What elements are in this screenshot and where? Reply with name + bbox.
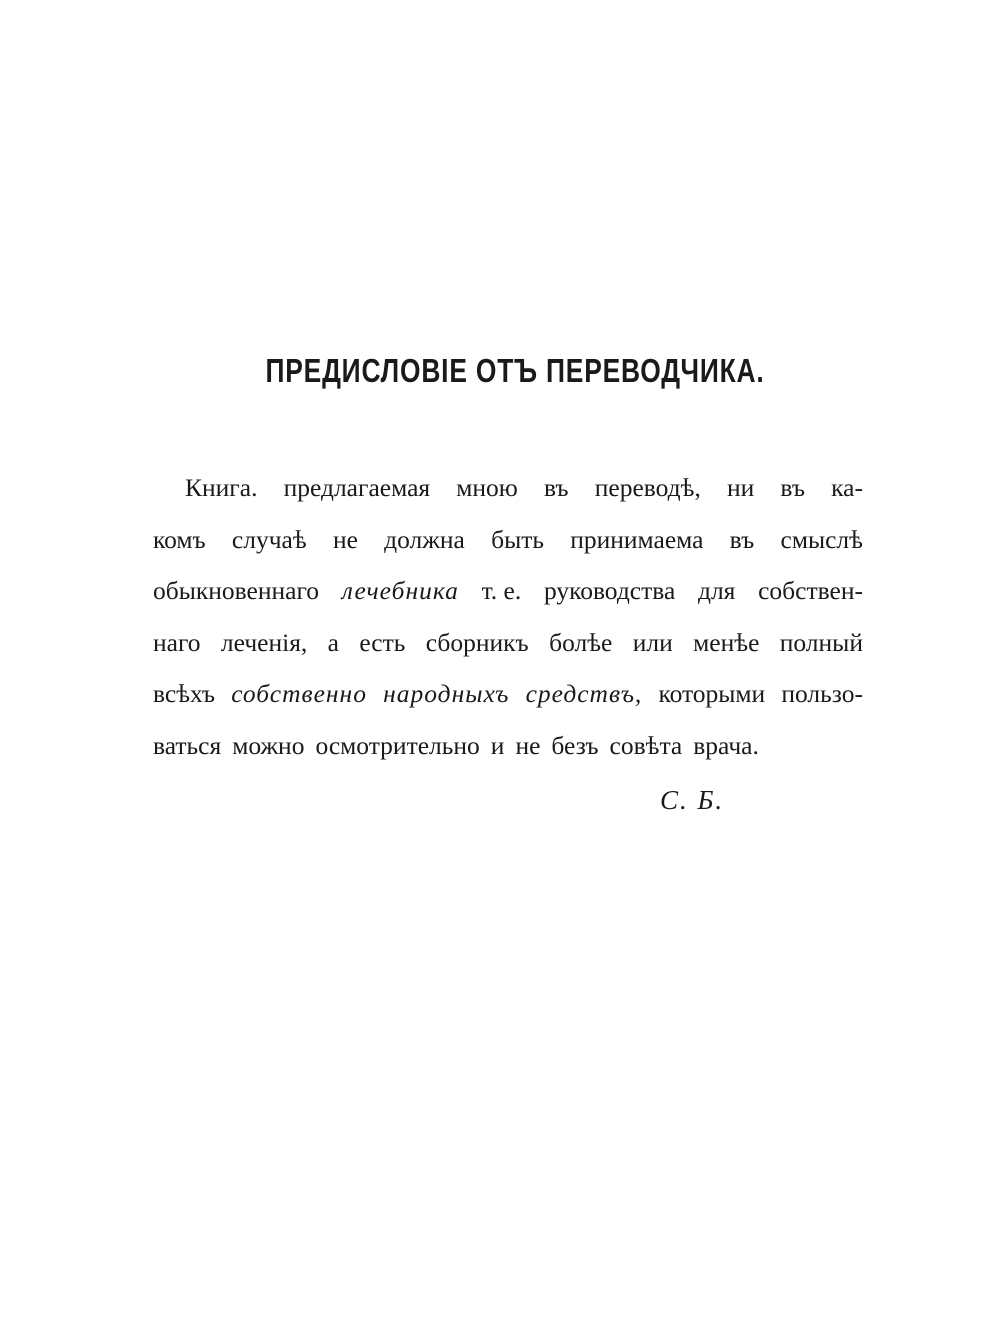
word: для	[697, 576, 736, 606]
word: руководства	[543, 576, 676, 606]
word: переводѣ,	[594, 473, 701, 502]
word: пользо-	[781, 679, 863, 709]
word: въ	[780, 473, 806, 502]
word: болѣе	[549, 627, 613, 657]
word: Книга.	[185, 473, 258, 502]
word: ка-	[831, 473, 863, 502]
text-line-3	[153, 565, 863, 617]
word: можно	[232, 730, 305, 760]
word: предлагаемая	[283, 473, 431, 502]
word: въ	[544, 473, 569, 502]
word: леченія,	[220, 627, 308, 657]
word: быть	[491, 524, 544, 554]
text-line-5	[153, 668, 863, 720]
text-line-4	[153, 617, 863, 669]
text-line-2	[153, 514, 863, 566]
emphasized-word: народныхъ	[383, 679, 510, 709]
emphasized-word: средствъ,	[525, 679, 643, 709]
word: наго	[153, 627, 201, 657]
word: мною	[456, 473, 518, 502]
word: принимаема	[570, 524, 704, 554]
text-line-1	[153, 462, 863, 514]
word: совѣта	[609, 730, 683, 760]
word: полный	[779, 627, 863, 657]
translator-signature: С. Б.	[660, 785, 725, 815]
emphasized-word: собственно	[231, 679, 367, 709]
word: менѣе	[693, 627, 760, 657]
word: комъ	[153, 524, 206, 554]
word: въ	[729, 524, 755, 554]
text-line-6	[153, 720, 863, 772]
word: всѣхъ	[153, 679, 216, 709]
word: есть	[359, 627, 406, 657]
word: врача.	[693, 730, 759, 760]
word: и	[490, 730, 505, 760]
word: ваться	[153, 730, 222, 760]
preface-paragraph	[153, 462, 863, 772]
word: которыми	[658, 679, 766, 709]
word: не	[515, 730, 541, 760]
word: сборникъ	[425, 627, 529, 657]
word: ни	[726, 473, 755, 502]
emphasized-word: лечебника	[341, 576, 459, 606]
word: т. е.	[481, 576, 522, 606]
word: безъ	[551, 730, 599, 760]
word: случаѣ	[231, 524, 307, 554]
word: не	[332, 524, 358, 554]
word: или	[632, 627, 673, 657]
word: осмотрительно	[315, 730, 480, 760]
word: должна	[384, 524, 465, 554]
word: обыкновеннаго	[153, 576, 320, 606]
word: смыслѣ	[780, 524, 863, 554]
word: собствен-	[758, 576, 863, 606]
word: а	[327, 627, 339, 657]
page-title: ПРЕДИСЛОВІЕ ОТЪ ПЕРЕВОДЧИКА.	[265, 352, 765, 389]
